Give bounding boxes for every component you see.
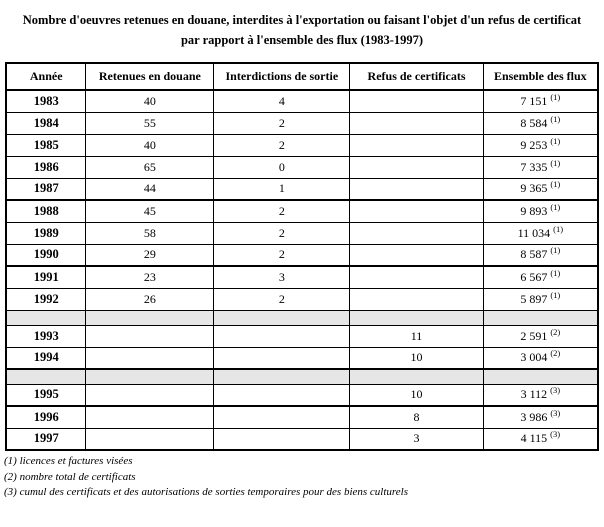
flux-cell	[483, 288, 598, 310]
footnote: (1) licences et factures visées	[4, 455, 133, 467]
flux-footnote-ref: (1)	[550, 91, 561, 102]
year-cell: 1988	[6, 200, 86, 222]
refus-cell	[350, 200, 483, 222]
flux-cell	[483, 200, 598, 222]
flux-footnote-ref: (3)	[550, 407, 561, 418]
flux-value: 4 115	[520, 431, 548, 446]
flux-footnote-ref: (1)	[550, 267, 561, 278]
refus-cell: 3	[350, 428, 483, 450]
flux-cell	[483, 90, 598, 112]
flux-footnote-ref: (2)	[550, 326, 561, 337]
year-cell: 1994	[6, 347, 86, 369]
table-row	[6, 134, 598, 156]
separator-cell	[214, 369, 350, 384]
separator-cell	[350, 369, 483, 384]
interdictions-cell: 2	[214, 244, 350, 266]
table-row	[6, 347, 598, 369]
flux-value: 3 112	[520, 387, 548, 402]
year-cell: 1986	[6, 156, 86, 178]
year-cell: 1993	[6, 325, 86, 347]
flux-value: 3 004	[520, 350, 548, 365]
year-cell: 1985	[6, 134, 86, 156]
refus-cell: 11	[350, 325, 483, 347]
flux-footnote-ref: (1)	[550, 157, 561, 168]
refus-cell: 10	[350, 347, 483, 369]
year-cell: 1990	[6, 244, 86, 266]
flux-value: 5 897	[520, 291, 548, 306]
table-row	[6, 200, 598, 222]
flux-value: 7 151	[520, 93, 548, 108]
interdictions-cell: 3	[214, 266, 350, 288]
interdictions-cell: 0	[214, 156, 350, 178]
separator-row	[6, 310, 598, 325]
refus-cell	[350, 178, 483, 200]
flux-value: 3 986	[520, 409, 548, 424]
flux-footnote-ref: (1)	[550, 113, 561, 124]
separator-cell	[6, 310, 86, 325]
flux-cell	[483, 266, 598, 288]
retenues-cell: 45	[86, 200, 214, 222]
interdictions-cell	[214, 428, 350, 450]
retenues-cell	[86, 384, 214, 406]
footnote: (2) nombre total de certificats	[4, 470, 136, 483]
flux-value: 7 335	[520, 159, 548, 174]
table-title: Nombre d'oeuvres retenues en douane, interdites à l'exportation ou faisant l'objet d'un refus de certificat par rapport à l'ensemble des flux (1983-1997)	[22, 13, 582, 47]
table-body	[6, 90, 598, 450]
refus-cell	[350, 156, 483, 178]
table-row	[6, 222, 598, 244]
refus-cell	[350, 288, 483, 310]
retenues-cell: 29	[86, 244, 214, 266]
interdictions-cell: 1	[214, 178, 350, 200]
interdictions-cell: 2	[214, 112, 350, 134]
retenues-cell: 23	[86, 266, 214, 288]
interdictions-cell: 4	[214, 90, 350, 112]
year-cell: 1987	[6, 178, 86, 200]
table-row	[6, 112, 598, 134]
flux-value: 9 365	[520, 181, 548, 196]
flux-cell	[483, 112, 598, 134]
interdictions-cell	[214, 406, 350, 428]
retenues-cell: 58	[86, 222, 214, 244]
table-row	[6, 325, 598, 347]
retenues-cell	[86, 325, 214, 347]
table-row	[6, 406, 598, 428]
flux-footnote-ref: (2)	[550, 348, 561, 359]
year-cell: 1995	[6, 384, 86, 406]
retenues-cell: 44	[86, 178, 214, 200]
retenues-cell: 26	[86, 288, 214, 310]
flux-value: 2 591	[520, 328, 548, 343]
table-row	[6, 428, 598, 450]
flux-value: 9 893	[520, 203, 548, 218]
flux-footnote-ref: (1)	[550, 289, 561, 300]
refus-cell	[350, 134, 483, 156]
separator-cell	[214, 310, 350, 325]
column-header: Retenues en douane	[86, 63, 214, 90]
interdictions-cell	[214, 325, 350, 347]
flux-cell	[483, 347, 598, 369]
footnotes	[0, 451, 604, 501]
retenues-cell: 65	[86, 156, 214, 178]
refus-cell	[350, 222, 483, 244]
flux-footnote-ref: (1)	[550, 179, 561, 190]
flux-cell	[483, 384, 598, 406]
year-cell: 1997	[6, 428, 86, 450]
retenues-cell	[86, 406, 214, 428]
flux-footnote-ref: (3)	[550, 385, 561, 396]
separator-row	[6, 369, 598, 384]
flux-cell	[483, 156, 598, 178]
interdictions-cell	[214, 347, 350, 369]
header-row	[6, 63, 598, 90]
retenues-cell	[86, 347, 214, 369]
separator-cell	[86, 310, 214, 325]
year-cell: 1996	[6, 406, 86, 428]
flux-value: 6 567	[520, 269, 548, 284]
column-header: Année	[6, 63, 86, 90]
refus-cell	[350, 244, 483, 266]
flux-cell	[483, 406, 598, 428]
table-row	[6, 156, 598, 178]
interdictions-cell	[214, 384, 350, 406]
flux-value: 8 584	[520, 115, 548, 130]
refus-cell: 10	[350, 384, 483, 406]
separator-cell	[350, 310, 483, 325]
refus-cell	[350, 112, 483, 134]
flux-footnote-ref: (1)	[550, 245, 561, 256]
year-cell: 1992	[6, 288, 86, 310]
year-cell: 1991	[6, 266, 86, 288]
flux-footnote-ref: (1)	[550, 201, 561, 212]
table-row	[6, 288, 598, 310]
year-cell: 1983	[6, 90, 86, 112]
year-cell: 1984	[6, 112, 86, 134]
flux-cell	[483, 178, 598, 200]
refus-cell: 8	[350, 406, 483, 428]
retenues-cell	[86, 428, 214, 450]
flux-cell	[483, 325, 598, 347]
table-row	[6, 90, 598, 112]
flux-value: 9 253	[520, 137, 548, 152]
interdictions-cell: 2	[214, 200, 350, 222]
flux-cell	[483, 428, 598, 450]
table-row	[6, 384, 598, 406]
flux-footnote-ref: (1)	[553, 223, 564, 234]
table-row	[6, 178, 598, 200]
interdictions-cell: 2	[214, 134, 350, 156]
interdictions-cell: 2	[214, 288, 350, 310]
separator-cell	[483, 310, 598, 325]
flux-footnote-ref: (1)	[550, 135, 561, 146]
column-header: Refus de certificats	[350, 63, 483, 90]
separator-cell	[6, 369, 86, 384]
interdictions-cell: 2	[214, 222, 350, 244]
column-header: Ensemble des flux	[483, 63, 598, 90]
refus-cell	[350, 266, 483, 288]
footnote: (3) cumul des certificats et des autorisations de sorties temporaires pour des biens culturels	[4, 486, 409, 499]
refus-cell	[350, 90, 483, 112]
flux-value: 8 587	[520, 247, 548, 262]
flux-cell	[483, 244, 598, 266]
retenues-cell: 40	[86, 90, 214, 112]
retenues-cell: 40	[86, 134, 214, 156]
flux-cell	[483, 222, 598, 244]
statistics-table	[5, 62, 599, 451]
separator-cell	[483, 369, 598, 384]
flux-value: 11 034	[517, 225, 551, 240]
year-cell: 1989	[6, 222, 86, 244]
table-row	[6, 244, 598, 266]
flux-footnote-ref: (3)	[550, 429, 561, 440]
flux-cell	[483, 134, 598, 156]
separator-cell	[86, 369, 214, 384]
column-header: Interdictions de sortie	[214, 63, 350, 90]
retenues-cell: 55	[86, 112, 214, 134]
table-row	[6, 266, 598, 288]
